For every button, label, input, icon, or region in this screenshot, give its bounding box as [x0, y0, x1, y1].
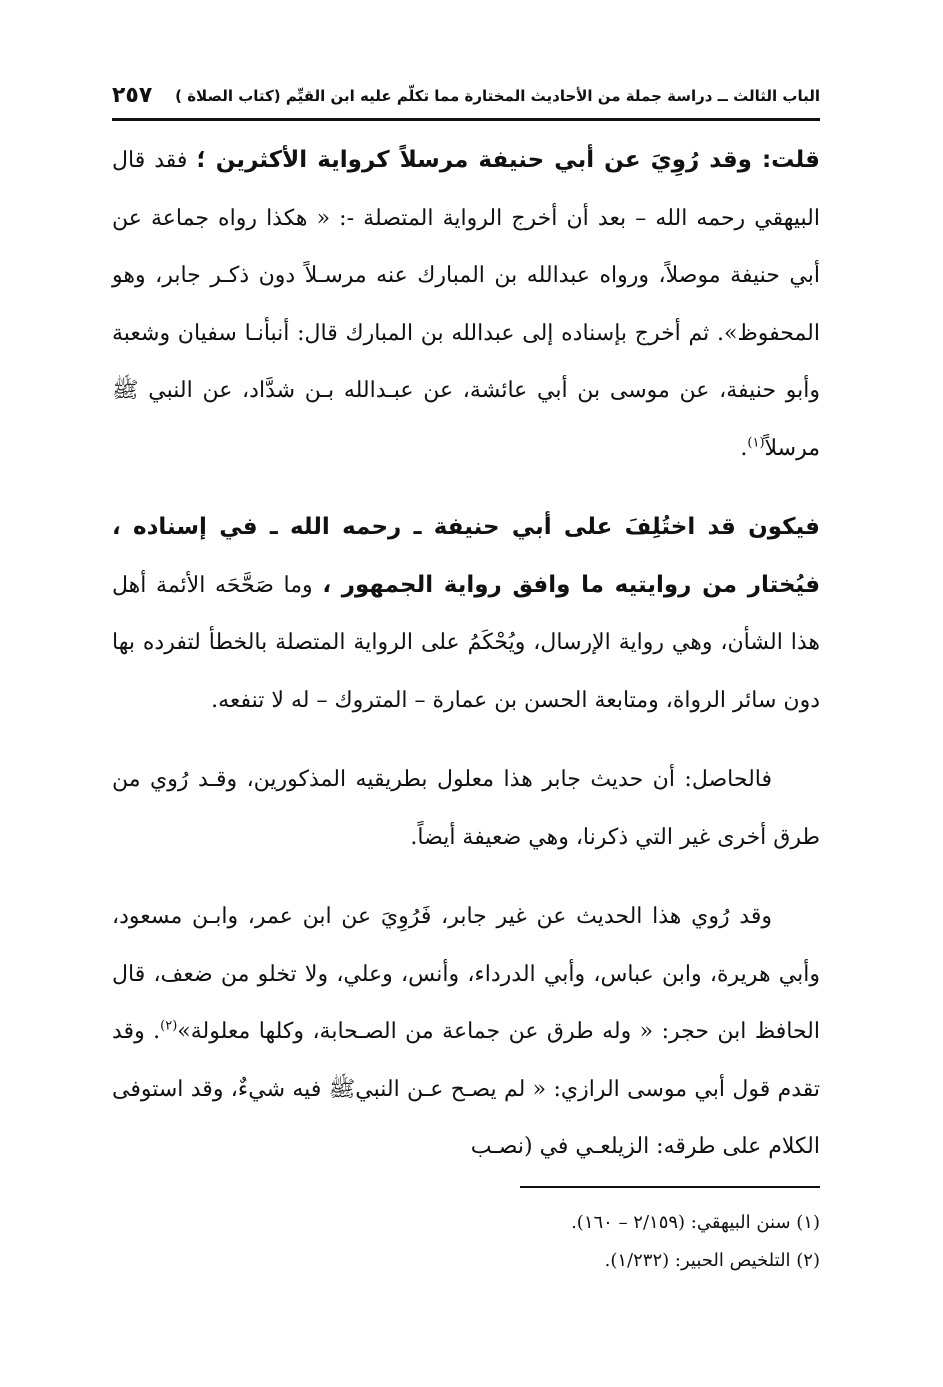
page-number: ٢٥٧	[112, 83, 153, 108]
paragraph-4-text: وقد رُوي هذا الحديث عن غير جابر، فَرُوِيَ عن ابن عمر، وابـن مسعود، وأبي هريرة، وابن عباس، وأبي الدرداء، وأنس، وعلي، ولا تخلو من ضعف، قال الحافظ ابن حجر: « وله طرق عن جماعة من الصـحابة، وكلها معلولة»	[112, 904, 820, 1044]
paragraph-4	[112, 888, 820, 1176]
footnote-ref-2[interactable]: (٢)	[160, 1018, 178, 1034]
footnote-rule	[520, 1186, 820, 1188]
paragraph-1	[112, 132, 820, 477]
footnote-1: (١) سنن البيهقي: (٢/١٥٩ – ١٦٠).	[571, 1212, 820, 1233]
paragraph-3-text: فالحاصل: أن حديث جابر هذا معلول بطريقيه المذكورين، وقـد رُوي من طرق أخرى غير التي ذكرنا، وهي ضعيفة أيضاً.	[112, 767, 820, 850]
footnote-2: (٢) التلخيص الحبير: (١/٢٣٢).	[604, 1250, 820, 1271]
paragraph-2	[112, 499, 820, 729]
paragraph-1-text: فقد قال البيهقي رحمه الله – بعد أن أخرج الرواية المتصلة -: « هكذا رواه جماعة عن أبي حنيفة موصلاً، ورواه عبدالله بن المبارك عنه مرسـلاً دون ذكـر جابر، وهو المحفوظ». ثم أخرج بإسناده إلى عبدالله بن المبارك قال: أنبأنـا سفيان وشعبة وأبو حنيفة، عن موسى بن أبي عائشة، عن عبـدالله بـن شدَّاد، عن النبي ﷺ مرسلاً	[112, 148, 820, 461]
paragraph-4-tail: . وقد تقدم قول أبي موسى الرازي: « لم يصـح عـن النبيﷺ فيه شيءٌ، وقد استوفى الكلام على طرقه: الزيلعـي في (نصـب	[112, 1019, 820, 1159]
paragraph-2-text: وما صَحَّحَه الأئمة أهل هذا الشأن، وهي رواية الإرسال، ويُحْكَمُ على الرواية المتصلة بالخطأ لتفرده بها دون سائر الرواة، ومتابعة الحسن بن عمارة – المتروك – له لا تنفعه.	[112, 572, 820, 713]
footnotes	[112, 1204, 820, 1280]
header-rule	[112, 118, 820, 121]
running-head-title: الباب الثالث ــ دراسة جملة من الأحاديث المختارة مما تكلّم عليه ابن القيِّم (كتاب الصلاة )	[175, 87, 820, 105]
paragraph-3	[112, 751, 820, 866]
paragraph-2-bold-lead: فيكون قد اختُلِفَ على أبي حنيفة ـ رحمه الله ـ في إسناده ، فيُختار من روايتيه ما وافق رواية الجمهور ،	[112, 514, 820, 598]
running-head	[112, 84, 820, 108]
paragraph-1-bold-lead: قلت: وقد رُوِيَ عن أبي حنيفة مرسلاً كرواية الأكثرين ؛	[196, 147, 820, 173]
footnote-ref-1[interactable]: (١)	[747, 435, 765, 451]
paragraph-1-tail: .	[740, 435, 748, 461]
body-text	[112, 132, 820, 1176]
